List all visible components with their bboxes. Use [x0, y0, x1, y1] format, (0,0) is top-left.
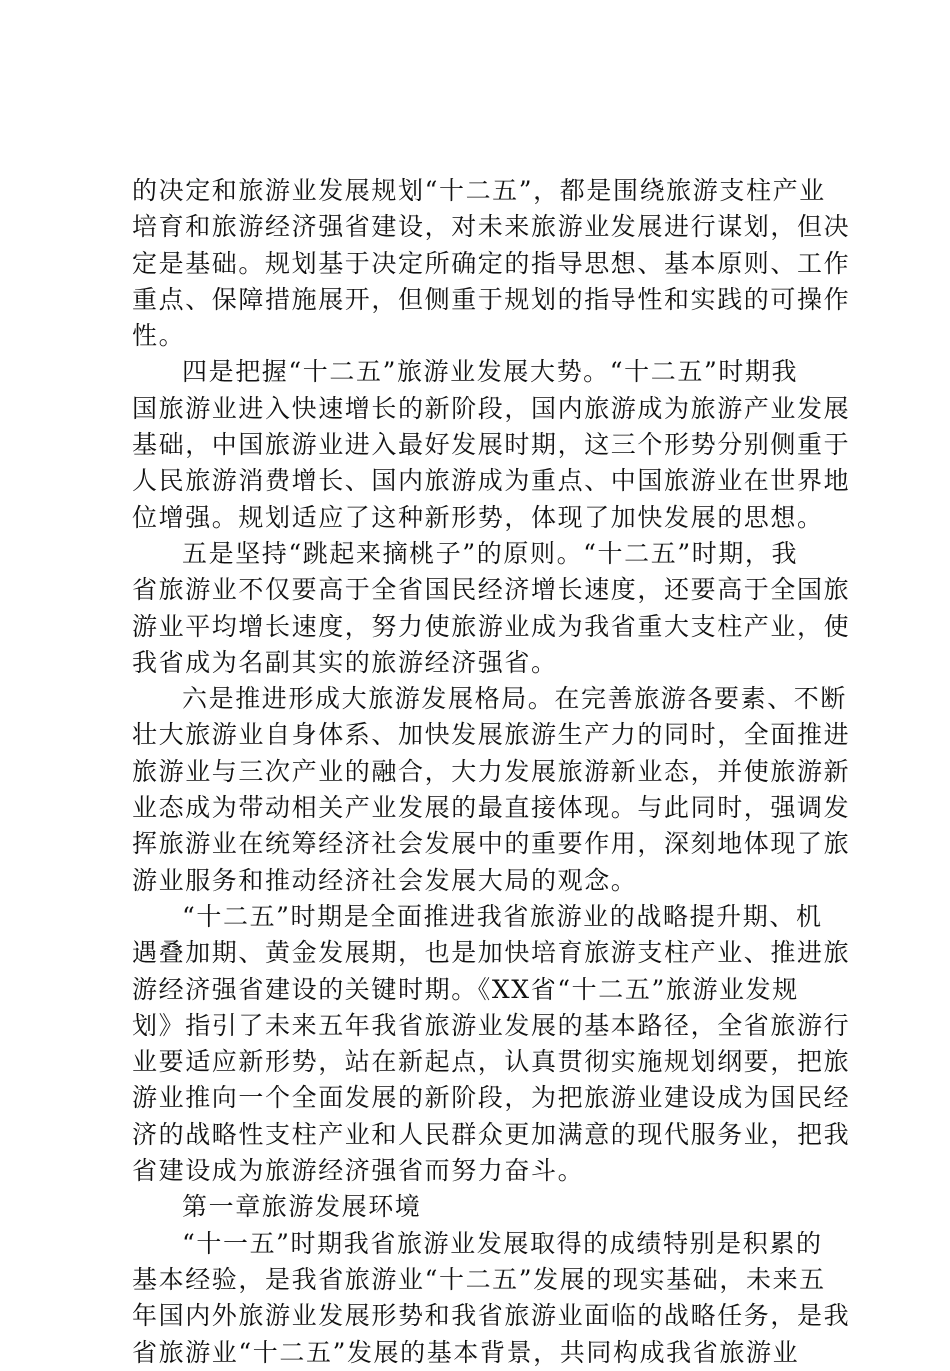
text-line: 基本经验，是我省旅游业“十二五”发展的现实基础，未来五 [132, 1264, 826, 1294]
text-line: 四是把握“十二五”旅游业发展大势。“十二五”时期我 [182, 357, 799, 387]
text-line: 旅游业与三次产业的融合，大力发展旅游新业态，并使旅游新 [132, 756, 851, 786]
text-line: 重点、保障措施展开，但侧重于规划的指导性和实践的可操作 [132, 284, 851, 314]
text-line: 第一章旅游发展环境 [182, 1192, 422, 1222]
body-text [132, 173, 851, 1371]
text-line: 年国内外旅游业发展形势和我省旅游业面临的战略任务，是我 [132, 1301, 851, 1331]
text-line: 我省成为名副其实的旅游经济强省。 [132, 647, 558, 677]
text-line: 国旅游业进入快速增长的新阶段，国内旅游成为旅游产业发展 [132, 393, 851, 423]
text-line: 六是推进形成大旅游发展格局。在完善旅游各要素、不断 [182, 684, 848, 714]
text-line: 游业推向一个全面发展的新阶段，为把旅游业建设成为国民经 [132, 1083, 851, 1113]
text-line: 游业平均增长速度，努力使旅游业成为我省重大支柱产业，使 [132, 611, 851, 641]
text-line: 省建设成为旅游经济强省而努力奋斗。 [132, 1156, 585, 1186]
text-line: 挥旅游业在统筹经济社会发展中的重要作用，深刻地体现了旅 [132, 829, 851, 859]
text-line: 人民旅游消费增长、国内旅游成为重点、中国旅游业在世界地 [132, 466, 851, 496]
text-line: 划》指引了未来五年我省旅游业发展的基本路径，全省旅游行 [132, 1010, 851, 1040]
text-line: 游业服务和推动经济社会发展大局的观念。 [132, 865, 638, 895]
text-line: 基础，中国旅游业进入最好发展时期，这三个形势分别侧重于 [132, 430, 851, 460]
text-line: 培育和旅游经济强省建设，对未来旅游业发展进行谋划，但决 [132, 212, 851, 242]
text-line: 位增强。规划适应了这种新形势，体现了加快发展的思想。 [132, 502, 824, 532]
text-line: 游经济强省建设的关键时期。《XX省“十二五”旅游业发规 [132, 974, 799, 1004]
text-line: 遇叠加期、黄金发展期，也是加快培育旅游支柱产业、推进旅 [132, 938, 851, 968]
text-line: 定是基础。规划基于决定所确定的指导思想、基本原则、工作 [132, 248, 851, 278]
text-line: 壮大旅游业自身体系、加快发展旅游生产力的同时，全面推进 [132, 720, 851, 750]
text-line: 省旅游业“十二五”发展的基本背景，共同构成我省旅游业 [132, 1337, 800, 1367]
text-line: “十一五”时期我省旅游业发展取得的成绩特别是积累的 [182, 1228, 823, 1258]
text-line: “十二五”时期是全面推进我省旅游业的战略提升期、机 [182, 901, 823, 931]
text-line: 业态成为带动相关产业发展的最直接体现。与此同时，强调发 [132, 793, 851, 823]
text-line: 性。 [132, 321, 186, 351]
text-line: 济的战略性支柱产业和人民群众更加满意的现代服务业，把我 [132, 1119, 851, 1149]
text-line: 五是坚持“跳起来摘桃子”的原则。“十二五”时期，我 [182, 538, 799, 568]
text-line: 省旅游业不仅要高于全省国民经济增长速度，还要高于全国旅 [132, 575, 851, 605]
text-line: 的决定和旅游业发展规划“十二五”，都是围绕旅游支柱产业 [132, 176, 826, 205]
text-line: 业要适应新形势，站在新起点，认真贯彻实施规划纲要，把旅 [132, 1047, 851, 1077]
